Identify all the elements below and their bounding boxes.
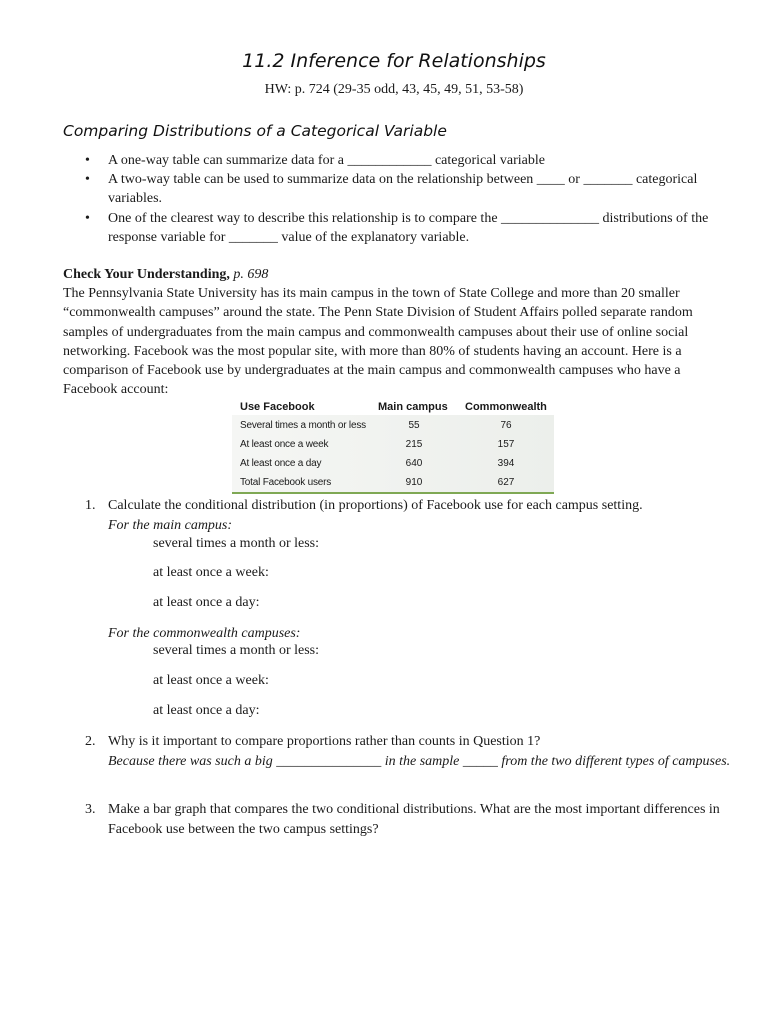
table-cell: 215 <box>405 439 423 450</box>
table-cell: 910 <box>405 477 423 488</box>
main-campus-label: For the main campus: <box>108 517 233 533</box>
table-header-use: Use Facebook <box>240 401 315 413</box>
table-cell: At least once a day <box>240 458 322 469</box>
table-header-common: Commonwealth <box>465 401 547 413</box>
table-row <box>232 417 554 436</box>
check-heading <box>63 265 733 284</box>
question-3 <box>63 800 733 839</box>
check-paragraph: The Pennsylvania State University has its main campus in the town of State College and more than 20 smaller “commonwealth campuses” around the state. The Penn State Division of Student Affairs polled separate random samples of undergraduates from the main campus and commonwealth campuses about their use of online social networking. Facebook was the most popular site, with more than 80% of students having an account. Here is a comparison of Facebook use by undergraduates at the main campus and commonwealth campuses who have a Facebook account: <box>63 286 693 398</box>
commonwealth-block <box>63 624 733 644</box>
question-number: 2. <box>85 734 96 749</box>
table-bottom-rule <box>232 492 554 494</box>
question-text: Calculate the conditional distribution (in proportions) of Facebook use for each campus setting. <box>108 498 643 513</box>
check-label: Check Your Understanding, <box>63 267 230 282</box>
table-cell: 157 <box>497 439 515 450</box>
bullet-text: One of the clearest way to describe this relationship is to compare the ______________ distributions of the response variable for _______ value of the explanatory variable. <box>108 210 709 245</box>
list-item <box>63 170 743 208</box>
page-title: 11.2 Inference for Relationships <box>242 50 546 72</box>
common-item-1: several times a month or less: <box>153 643 320 658</box>
question-2 <box>63 732 733 771</box>
table-cell: 640 <box>405 458 423 469</box>
table-cell: At least once a week <box>240 439 329 450</box>
bullet-text: A one-way table can summarize data for a ____________ categorical variable <box>108 153 545 168</box>
question-number: 3. <box>85 802 96 817</box>
facebook-table <box>232 398 554 494</box>
table-cell: 394 <box>497 458 515 469</box>
table-row <box>232 474 554 493</box>
table-header-main: Main campus <box>378 401 448 413</box>
main-item-3: at least once a day: <box>153 595 260 610</box>
main-item-1: several times a month or less: <box>153 536 320 551</box>
bullet-icon: • <box>85 172 90 188</box>
section-heading: Comparing Distributions of a Categorical Variable <box>63 122 447 140</box>
common-item-3: at least once a day: <box>153 703 260 718</box>
question-text: Why is it important to compare proportions rather than counts in Question 1? <box>108 734 541 749</box>
homework-line: HW: p. 724 (29-35 odd, 43, 45, 49, 51, 53-58) <box>264 82 524 97</box>
bullet-list <box>63 151 743 247</box>
check-your-understanding <box>63 265 733 399</box>
question-answer: Because there was such a big _______________ in the sample _____ from the two different types of campuses. <box>108 753 731 769</box>
bullet-icon: • <box>85 153 90 168</box>
table-cell: 627 <box>497 477 515 488</box>
list-item <box>63 151 743 170</box>
list-item <box>63 209 743 247</box>
common-item-2: at least once a week: <box>153 673 269 688</box>
bullet-icon: • <box>85 210 90 226</box>
table-cell: Several times a month or less <box>240 420 366 431</box>
table-cell: Total Facebook users <box>240 477 332 488</box>
table-row <box>232 455 554 474</box>
commonwealth-label: For the commonwealth campuses: <box>108 626 301 641</box>
question-number: 1. <box>85 498 96 513</box>
table-cell: 55 <box>408 420 420 431</box>
question-1 <box>63 496 733 535</box>
check-page: p. 698 <box>233 267 269 282</box>
bullet-text: A two-way table can be used to summarize data on the relationship between ____ or _______ categorical variables. <box>108 172 698 207</box>
table-row <box>232 436 554 455</box>
question-text: Make a bar graph that compares the two conditional distributions. What are the most important differences in Facebook use between the two campus settings? <box>108 802 720 837</box>
table-cell: 76 <box>500 420 512 431</box>
main-item-2: at least once a week: <box>153 565 269 580</box>
